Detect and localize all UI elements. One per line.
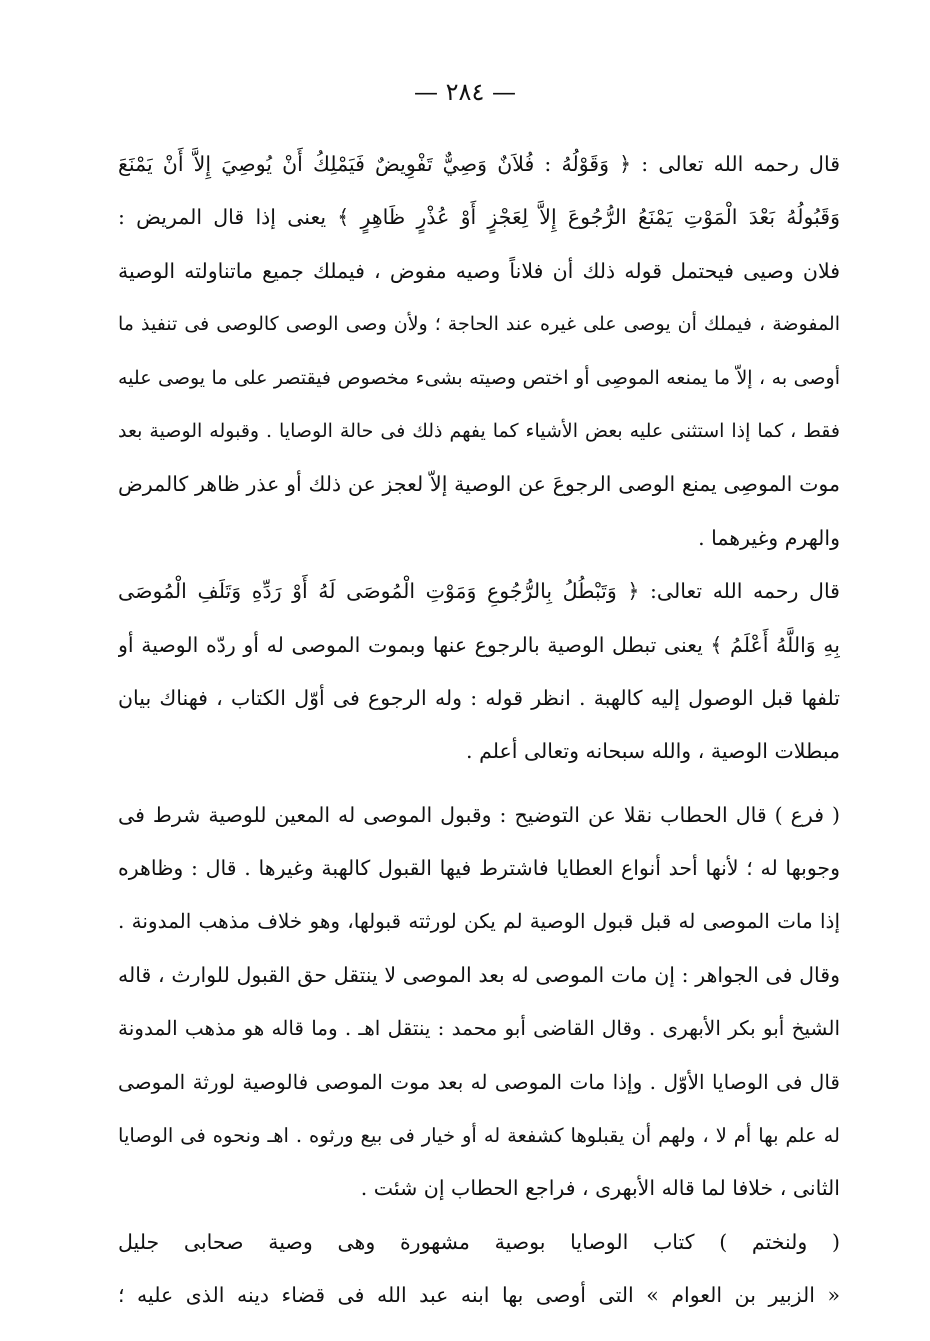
text-line: فقط ، كما إذا استثنى عليه بعض الأشياء كما يفهم ذلك فى حالة الوصايا . وقبوله الوصية بعد — [118, 419, 840, 442]
text-line: ( ولنختم ) كتاب الوصايا بوصية مشهورة وهى وصية صحابى جليل — [118, 1229, 840, 1254]
page-number: — ٢٨٤ — — [414, 78, 516, 106]
text-line: تلفها قبل الوصول إليه كالهبة . انظر قوله : وله الرجوع فى أوّل الكتاب ، فهناك بيان — [118, 685, 840, 710]
paragraph-gap — [118, 779, 840, 789]
text-line: مبطلات الوصية ، والله سبحانه وتعالى أعلم . — [466, 739, 840, 764]
text-line: المفوضة ، فيملك أن يوصى على غيره عند الحاجة ؛ ولأن وصى الوصى كالوصى فى تنفيذ ما — [118, 313, 840, 336]
text-line: والهرم وغيرهما . — [698, 525, 840, 550]
paragraph-bequest-nullification — [118, 565, 840, 779]
paragraph-branch-note — [118, 789, 840, 1216]
text-line: فلان وصيى فيحتمل قوله ذلك أن فلاناً وصيه مفوض ، فيملك جميع ماتناولته الوصية — [118, 258, 840, 283]
text-line: أوصى به ، إلاّ ما يمنعه الموصِى أو اختص وصيته بشىء مخصوص فيقتصر على ما يوصى عليه — [118, 366, 840, 389]
text-line: بِهِ وَاللَّهُ أَعْلَمُ ﴾ يعنى تبطل الوصية بالرجوع عنها وبموت الموصى له أو ردّه الوصية أو — [118, 632, 840, 657]
text-line: موت الموصِى يمنع الوصى الرجوعَ عن الوصية إلاّ لعجز عن ذلك أو عذر ظاهر كالمرض — [118, 472, 840, 497]
paragraph-bequest-authority — [118, 138, 840, 565]
text-line: قال فى الوصايا الأوّل . وإذا مات الموصى له بعد موت الموصى فالوصية لورثة الموصى — [118, 1069, 840, 1094]
text-line: الشيخ أبو بكر الأبهرى . وقال القاضى أبو محمد : ينتقل اهـ . وما قاله هو مذهب المدونة — [118, 1016, 840, 1041]
text-line: قال رحمه الله تعالى : ﴿ وَقَوْلُهُ : فُلاَنٌ وَصِيٌّ تَفْوِيضٌ فَيَمْلِكُ أَنْ يُوصِيَ إِلاَّ أَنْ يَمْنَعَ — [118, 152, 840, 176]
text-line: له علم بها أم لا ، ولهم أن يقبلوها كشفعة له أو خيار فى بيع ورثوه . اهـ ونحوه فى الوصايا — [118, 1124, 840, 1148]
paragraph-closing — [118, 1216, 840, 1323]
text-line: إذا مات الموصى له قبل قبول الوصية لم يكن لورثته قبولها، وهو خلاف مذهب المدونة . — [118, 909, 840, 934]
text-line: الثانى ، خلافا لما قاله الأبهرى ، فراجع الحطاب إن شئت . — [360, 1176, 840, 1201]
text-line: ( فرع ) قال الحطاب نقلا عن التوضيح : وقبول الموصى له المعين للوصية شرط فى — [118, 802, 840, 827]
text-line: « الزبير بن العوام » التى أوصى بها ابنه عبد الله فى قضاء دينه الذى عليه ؛ — [118, 1283, 840, 1308]
text-line: وقال فى الجواهر : إن مات الموصى له بعد الموصى لا ينتقل حق القبول للوارث ، قاله — [118, 962, 840, 987]
text-line: وجوبها له ؛ لأنها أحد أنواع العطايا فاشترط فيها القبول كالهبة وغيرها . قال : وظاهره — [118, 856, 840, 881]
text-line: وَقَبُولُهُ بَعْدَ الْمَوْتِ يَمْنَعُ الرُّجُوعَ إِلاَّ لِعَجْزٍ أَوْ عُذْرٍ ظَاهِرٍ ﴾ يعنى إذا قال المريض : — [118, 205, 840, 230]
text-body — [118, 138, 840, 1323]
text-line: قال رحمه الله تعالى: ﴿ وَتَبْطُلُ بِالرُّجُوعِ وَمَوْتِ الْمُوصَى لَهُ أَوْ رَدِّهِ وَتَلَفِ الْمُوصَى — [118, 579, 840, 604]
